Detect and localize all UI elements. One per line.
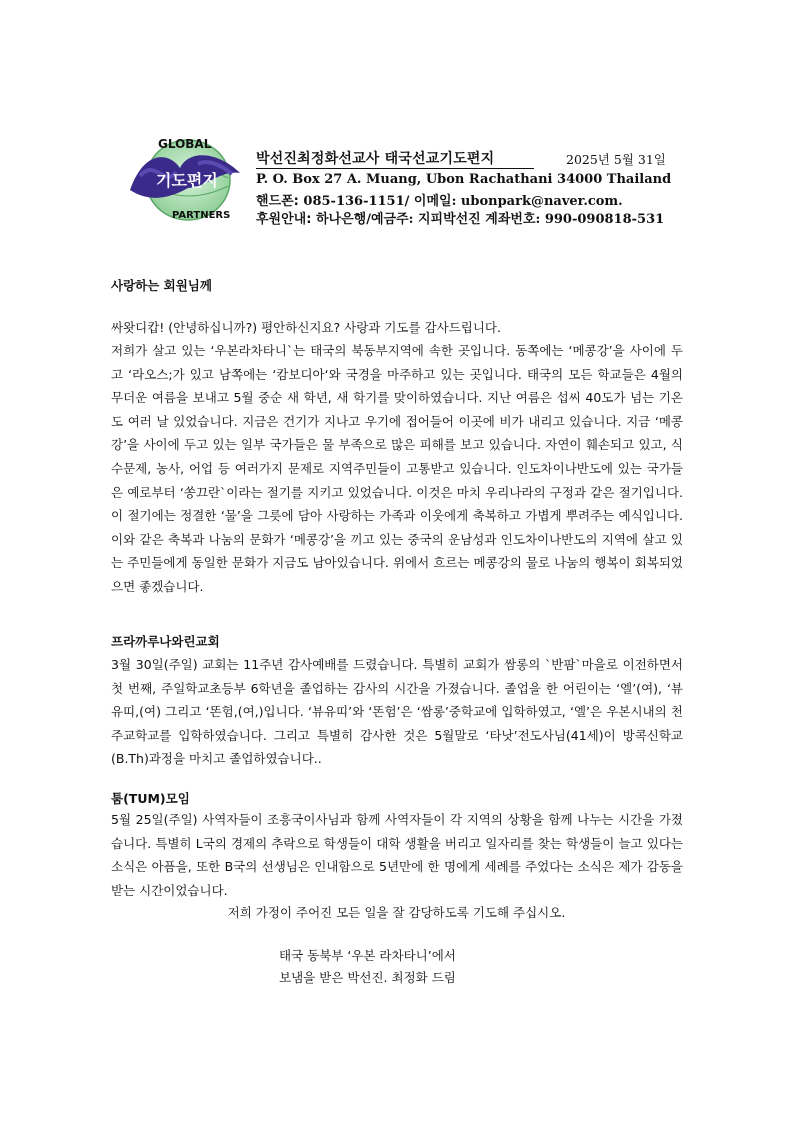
logo-center-text: 기도편지 — [156, 171, 218, 190]
mailing-address: P. O. Box 27 A. Muang, Ubon Rachathani 34000 Thailand — [256, 172, 672, 187]
section-church-heading: 프라까루나와린교회 — [111, 634, 220, 649]
section-tum-body: 5월 25일(주일) 사역자들이 조흥국이사님과 함께 사역자들이 각 지역의 상황을 함께 나누는 시간을 가졌습니다. 특별히 L국의 경제의 추락으로 학생들이 대학 생활을 버리고 일자리를 찾는 학생들이 늘고 있다는 소식은 아픔을, 또한 B국의 선생님은 인내함으로 5년만에 한 명에게 세례를 주었다는 소식은 제가 감동을 받는 시간이었습니다. — [111, 812, 683, 898]
logo-bottom-text: PARTNERS — [172, 210, 231, 221]
letter-date: 2025년 5월 31일 — [566, 152, 666, 167]
support-info — [256, 208, 664, 227]
contact-info — [256, 190, 623, 209]
closing-prayer-request: 저희 가정이 주어진 모든 일을 잘 감당하도록 기도해 주십시오. — [227, 905, 566, 920]
contact-value: 085-136-1151/ 이메일: ubonpark@naver.com. — [303, 194, 623, 209]
global-partners-logo — [110, 128, 250, 228]
logo-top-text: GLOBAL — [158, 137, 212, 151]
support-value: 하나은행/예금주: 지피박선진 계좌번호: 990-090818-531 — [315, 212, 665, 227]
section-tum-heading: 툼(TUM)모임 — [111, 791, 190, 806]
support-label: 후원안내: — [256, 212, 312, 227]
contact-label: 핸드폰: — [256, 194, 299, 209]
section-church-body: 3월 30일(주일) 교회는 11주년 감사예배를 드렸습니다. 특별히 교회가 쌈롱의 `반팜`마을로 이전하면서 첫 번째, 주일학교초등부 6학년을 졸업하는 감사의 시간을 가졌습니다. 졸업을 한 어린이는 ‘엘’(여), ‘뷰유띠,(여) 그리고 ‘똔험,(여,)입니다. ‘뷰유띠’와 ‘똔험’은 ‘쌈롱’중학교에 입학하였고, ‘엘’은 우본시내의 천주교학교를 입학하였습니다. 그리고 특별히 감사한 것은 5월말로 ‘타낫’전도사님(41세)이 방콕신학교(B.Th)과정을 마치고 졸업하였습니다.. — [111, 657, 683, 767]
intro-line: 싸왓디캅! (안녕하십니까?) 평안하신지요? 사랑과 기도를 감사드립니다. — [111, 320, 501, 335]
signature-line-2: 보냄을 받은 박선진. 최정화 드림 — [279, 970, 456, 985]
letter-title: 박선진최정화선교사 태국선교기도편지 — [256, 151, 495, 167]
title-underline — [256, 168, 534, 169]
paragraph-mekong: 저희가 살고 있는 ‘우본라차타니`는 태국의 북동부지역에 속한 곳입니다. 동쪽에는 ‘메콩강’을 사이에 두고 ‘라오스;가 있고 남쪽에는 ‘캄보디아‘와 국경을 마주하고 있는 곳입니다. 태국의 모든 학교들은 4월의 무더운 여름을 보내고 5월 중순 새 학년, 새 학기를 맞이하였습니다. 지난 여름은 섭씨 40도가 넘는 기온도 여러 날 있었습니다. 지금은 건기가 지나고 우기에 접어들어 이곳에 비가 내리고 있습니다. 지금 ‘메콩강’을 사이에 두고 있는 일부 국가들은 물 부족으로 많은 피해를 보고 있습니다. 자연이 훼손되고 있고, 식수문제, 농사, 어업 등 여러가지 문제로 지역주민들이 고통받고 있습니다. 인도차이나반도에 있는 국가들은 예로부터 ‘쏭끄란`이라는 절기를 지키고 있었습니다. 이것은 마치 우리나라의 구정과 같은 절기입니다. 이 절기에는 정결한 ‘물’을 그릇에 담아 사랑하는 가족과 이웃에게 축복하고 가볍게 뿌려주는 예식입니다. 이와 같은 축복과 나눔의 문화가 ‘메콩강’을 끼고 있는 중국의 운남성과 인도차이나반도의 지역에 살고 있는 주민들에게 동일한 문화가 지금도 남아있습니다. 위에서 흐르는 메콩강의 물로 나눔의 행복이 회복되었으면 좋겠습니다. — [111, 343, 683, 594]
greeting: 사랑하는 회원님께 — [111, 278, 212, 293]
signature-line-1: 태국 동북부 ‘우본 라차타니’에서 — [279, 948, 456, 963]
